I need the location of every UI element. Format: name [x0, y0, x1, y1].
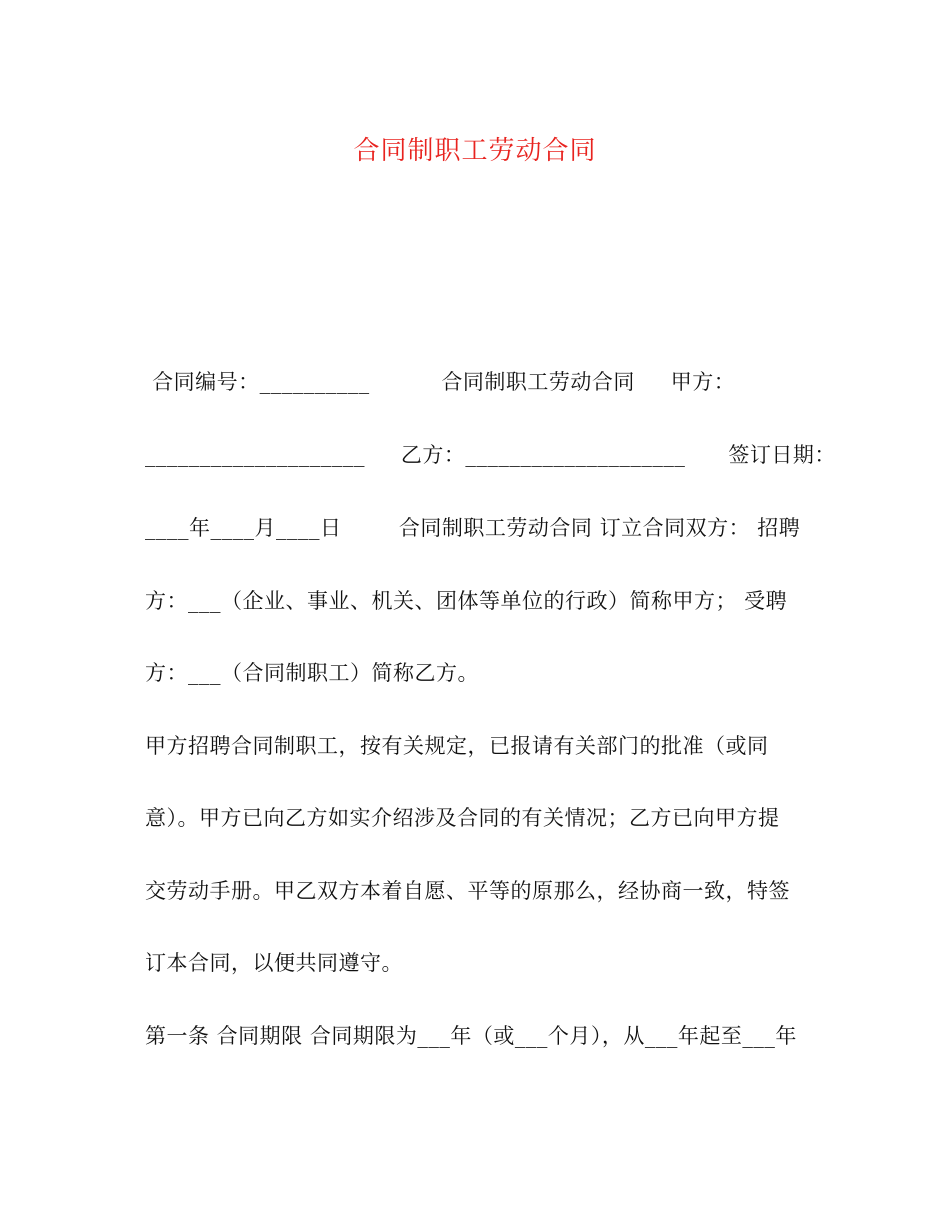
text-line-7: 意）。甲方已向乙方如实介绍涉及合同的有关情况；乙方已向甲方提 — [145, 806, 780, 830]
document-title: 合同制职工劳动合同 — [353, 136, 597, 166]
text-line-3: ____年____月____日 合同制职工劳动合同 订立合同双方： 招聘 — [145, 516, 801, 540]
text-line-4: 方：___（企业、事业、机关、团体等单位的行政）简称甲方； 受聘 — [145, 589, 788, 613]
text-line-8: 交劳动手册。甲乙双方本着自愿、平等的原那么，经协商一致，特签 — [145, 879, 790, 903]
text-line-10: 第一条 合同期限 合同期限为___年（或___个月），从___年起至___年 — [145, 1024, 797, 1048]
text-line-1: 合同编号：__________ 合同制职工劳动合同 甲方： — [145, 370, 736, 394]
text-line-9: 订本合同，以便共同遵守。 — [145, 951, 403, 975]
text-line-5: 方：___（合同制职工）简称乙方。 — [145, 661, 479, 685]
text-line-2: ____________________ 乙方：____________________ 签订日期： — [145, 443, 836, 467]
text-line-6: 甲方招聘合同制职工，按有关规定，已报请有关部门的批准（或同 — [145, 734, 769, 758]
